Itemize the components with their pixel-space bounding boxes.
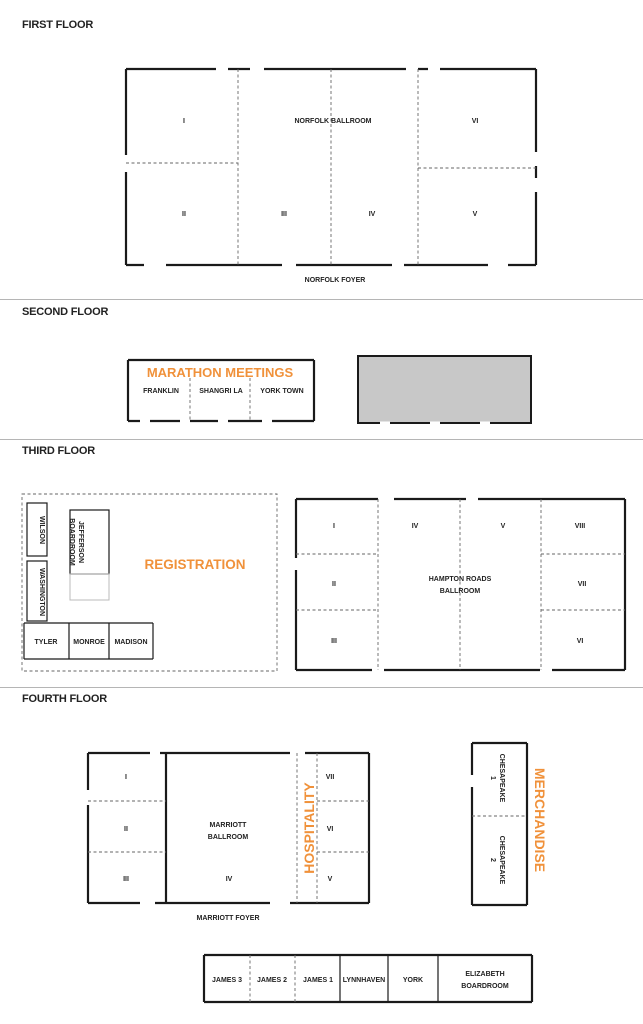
registration-area [22,494,277,671]
marriott-room-label: I [125,774,127,781]
marriott-room-label: VI [326,826,334,833]
shangri-la-label: SHANGRI LA [199,388,243,395]
york-town-label: YORK TOWN [260,388,304,395]
james-2-label: JAMES 2 [257,977,287,984]
first-floor-title: FIRST FLOOR [22,19,94,31]
marriott-room-label: VII [325,774,335,781]
norfolk-room-label: IV [368,211,376,218]
marathon-meetings-label: MARATHON MEETINGS [146,365,294,380]
james-1-label: JAMES 1 [303,977,333,984]
marriott-room-label: II [124,826,128,833]
elizabeth-boardroom-label: ELIZABETH BOARDROOM [461,971,509,990]
monroe-label: MONROE [73,639,105,646]
norfolk-ballroom[interactable] [126,69,536,265]
jefferson-boardroom-label: JEFFERSONBOARDROOM [68,518,84,566]
franklin-label: FRANKLIN [143,388,179,395]
hampton-room-label: II [332,581,336,588]
marriott-room-label: V [327,876,333,883]
norfolk-ballroom-title: NORFOLK BALLROOM [294,118,372,125]
madison-label: MADISON [114,639,148,646]
fourth-floor-title: FOURTH FLOOR [22,693,107,705]
hampton-room-label: IV [411,523,419,530]
third-floor-title: THIRD FLOOR [22,445,95,457]
hampton-room-label: VI [576,638,584,645]
hampton-room-label: VII [577,581,587,588]
second-floor-title: SECOND FLOOR [22,306,109,318]
hampton-room-label: VIII [574,523,586,530]
merchandise-label: MERCHANDISE [532,767,548,873]
norfolk-room-label: V [472,211,478,218]
hampton-room-label: I [333,523,335,530]
chesapeake-1-label: CHESAPEAKE1 [489,753,505,803]
marriott-room-label: III [123,876,129,883]
wilson-label: WILSON [38,516,45,544]
lynnhaven-label: LYNNHAVEN [342,977,386,984]
second-floor-block [358,356,531,423]
tyler-label: TYLER [34,639,58,646]
hampton-roads-ballroom-title: HAMPTON ROADS BALLROOM [428,576,492,595]
marriott-ballroom-title: MARRIOTT BALLROOM [207,822,249,841]
hospitality-label: HOSPITALITY [301,782,317,874]
hampton-room-label: V [500,523,506,530]
norfolk-room-label: III [281,211,287,218]
york-label: YORK [402,977,424,984]
norfolk-room-label: VI [471,118,479,125]
chesapeake-2-label: CHESAPEAKE2 [489,835,505,885]
norfolk-room-label: I [183,118,185,125]
registration-label: REGISTRATION [144,557,246,572]
norfolk-foyer-label: NORFOLK FOYER [304,277,366,284]
norfolk-room-label: II [182,211,186,218]
james-3-label: JAMES 3 [212,977,242,984]
marriott-room-label: IV [225,876,233,883]
marriott-foyer-label: MARRIOTT FOYER [196,915,260,922]
hampton-room-label: III [331,638,337,645]
washington-label: WASHINGTON [38,567,45,617]
